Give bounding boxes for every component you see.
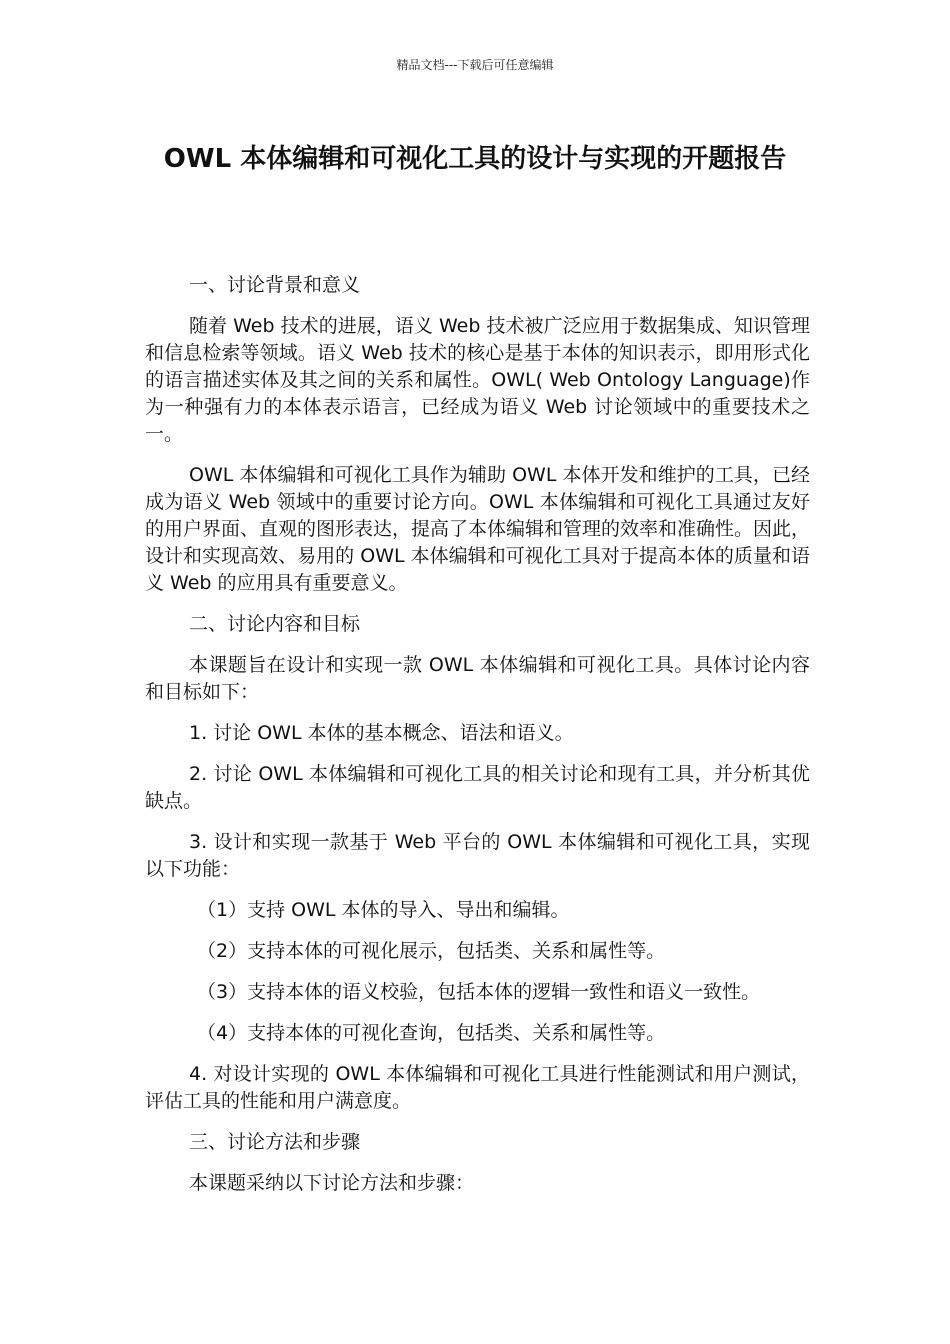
document-body — [145, 272, 810, 1211]
section-heading-background: 一、讨论背景和意义 — [189, 274, 361, 296]
sub-item-2: （2）支持本体的可视化展示，包括类、关系和属性等。 — [197, 940, 666, 962]
sub-item-4: （4）支持本体的可视化查询，包括类、关系和属性等。 — [197, 1022, 666, 1044]
paragraph-background-1: 随着 Web 技术的进展，语义 Web 技术被广泛应用于数据集成、知识管理和信息检索等领域。语义 Web 技术的核心是基于本体的知识表示，即用形式化的语言描述实体及其之间的关系和属性。OWL( Web Ontology Language)作为一种强有力的本体表示语言，已经成为语义 Web 讨论领域中的重要技术之一。 — [145, 315, 810, 445]
sub-item-1: （1）支持 OWL 本体的导入、导出和编辑。 — [197, 899, 570, 921]
section-heading-methods: 三、讨论方法和步骤 — [189, 1131, 361, 1153]
sub-item-3: （3）支持本体的语义校验，包括本体的逻辑一致性和语义一致性。 — [197, 981, 761, 1003]
paragraph-methods-intro: 本课题采纳以下讨论方法和步骤： — [189, 1172, 475, 1194]
list-item-4: 4. 对设计实现的 OWL 本体编辑和可视化工具进行性能测试和用户测试，评估工具的性能和用户满意度。 — [145, 1063, 810, 1112]
section-heading-goals: 二、讨论内容和目标 — [189, 613, 361, 635]
list-item-2: 2. 讨论 OWL 本体编辑和可视化工具的相关讨论和现有工具，并分析其优缺点。 — [145, 763, 810, 812]
paragraph-goals-intro: 本课题旨在设计和实现一款 OWL 本体编辑和可视化工具。具体讨论内容和目标如下： — [145, 654, 810, 703]
paragraph-background-2: OWL 本体编辑和可视化工具作为辅助 OWL 本体开发和维护的工具，已经成为语义 Web 领域中的重要讨论方向。OWL 本体编辑和可视化工具通过友好的用户界面、直观的图形表达，提高了本体编辑和管理的效率和准确性。因此，设计和实现高效、易用的 OWL 本体编辑和可视化工具对于提高本体的质量和语义 Web 的应用具有重要意义。 — [145, 464, 811, 594]
page-header: 精品文档---下载后可任意编辑 — [396, 58, 554, 72]
document-title: OWL 本体编辑和可视化工具的设计与实现的开题报告 — [163, 144, 787, 174]
list-item-1: 1. 讨论 OWL 本体的基本概念、语法和语义。 — [189, 722, 574, 744]
list-item-3: 3. 设计和实现一款基于 Web 平台的 OWL 本体编辑和可视化工具，实现以下功能： — [145, 831, 810, 880]
